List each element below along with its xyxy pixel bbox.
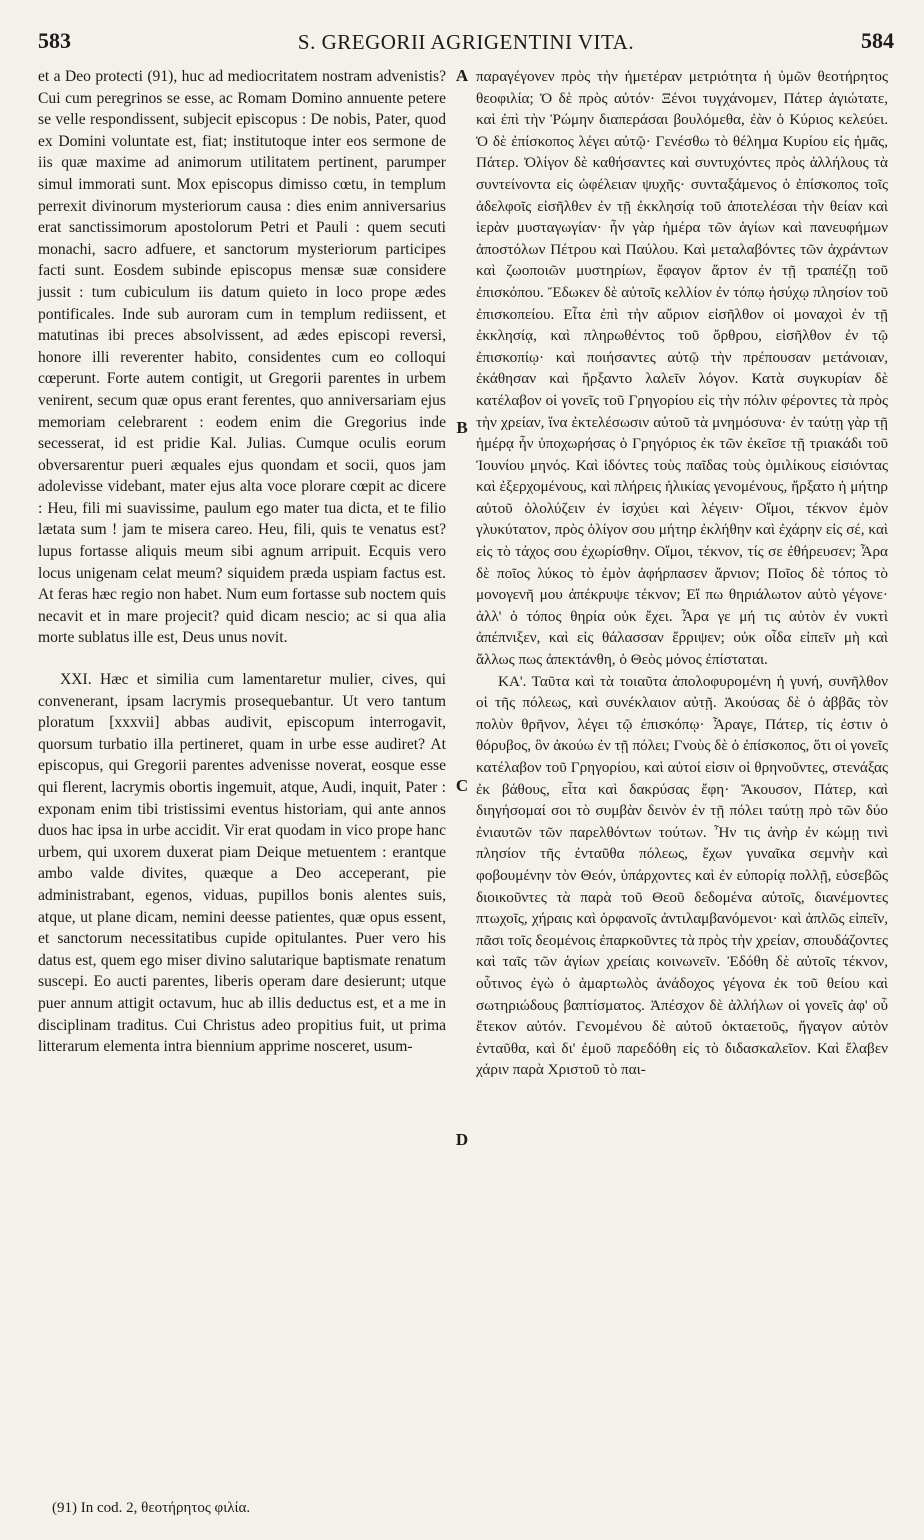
page-number-left: 583 [38, 28, 71, 53]
section-marker-b: B [456, 418, 468, 437]
running-title: S. GREGORII AGRIGENTINI VITA. [297, 30, 635, 54]
latin-paragraph-2: XXI. Hæc et similia cum lamentaretur mulier, cives, qui convenerant, ipsam lacrymis prosequebantur. Ut vero tantum ploratum [xxxvii] abbas audivit, episcopum interrogavit, quorsum turbatio illa pertineret, quam in urbe esse audiret? At episcopus, qui Gregorii parentes advenisse noverat, eosque esse qui flerent, lacrymis obortis ingemuit, atque, Audi, inquit, Pater : exponam enim tibi tristissimi eventus historiam, qui ante annos duos hac ipsa in urbe accidit. Vir erat quodam in vico prope hanc urbem, qui uxorem duxerat piam Deique metuentem : erantque ambo valde divites, quæque a Deo acceperant, pie administrabant, egenos, viduas, pupillos bonis alentes suis, atque, ut plane dicam, nemini deesse patientes, quæ opus essent, et sanctorum necessitatibus cupide opitulantes. Puer vero his datus est, quem ego miser divino salutarique baptismate renatum suscepi. Eo aucti parentes, liberis operam dare desierunt; utque puer annum attigit octavum, huc ab illis deductus est, et a me in disciplinam traditus. Cui Christus adeo propitius fuit, ut prima litterarum elementa intra biennium apprime nosceret, usum- [38, 671, 446, 1056]
section-marker-c: C [455, 776, 469, 795]
page-header [38, 28, 894, 58]
latin-column [38, 66, 446, 1058]
section-marker-a: A [455, 66, 469, 85]
footnote: (91) In cod. 2, θεοτήρητος φιλία. [52, 1500, 251, 1516]
greek-column [476, 66, 888, 1081]
greek-paragraph-1: παραγέγονεν πρὸς τὴν ἡμετέραν μετριότητα ἡ ὑμῶν θεοτήρητος θεοφιλία; Ὁ δὲ πρὸς αὐτόν· Ξένοι τυγχάνομεν, Πάτερ ἁγιώτατε, καὶ ἐπὶ τὴν Ῥώμην διαπεράσαι βουλόμεθα, ἐὰν ὁ Κύριος κελεύει. Ὁ δὲ ἐπίσκοπος λέγει αὐτῷ· Γενέσθω τὸ θέλημα Κυρίου εἰς ἡμᾶς, Πάτερ. Ὀλίγον δὲ καθήσαντες καὶ συντυχόντες πρὸς ἀλλήλους τὰ συντείνοντα εἰς ὠφέλειαν ψυχῆς· συνταξάμενος ὁ ἐπίσκοπος τοῖς ἀδελφοῖς εἰσῆλθεν ἐν τῇ ἐκκλησίᾳ τοῦ ἀποτελέσαι τὴν θείαν καὶ ἱερὰν μυσταγωγίαν· ἦν γὰρ ἡμέρα τῶν ἁγίων καὶ πανευφήμων ἀποστόλων Πέτρου καὶ Παύλου. Καὶ μεταλαβόντες τῶν ἀχράντων καὶ ζωοποιῶν μυστηρίων, ἔφαγον ἄρτον ἐν τῇ τραπέζῃ τοῦ ἐπισκόπου. Ἔδωκεν δὲ αὐτοῖς κελλίον ἐν τόπῳ ἡσύχῳ πλησίον τοῦ ἐπισκοπείου. Εἶτα ἐπὶ τὴν αὔριον εἰσῆλθον οἱ μοναχοὶ ἐν τῇ ἐκκλησίᾳ, καὶ πληρωθέντος τοῦ ὄρθρου, εἰσῆλθον ἐν τῷ ἐπισκοπίῳ· καὶ ποιήσαντες αὐτῷ τὴν πρέπουσαν μετάνοιαν, ἐκάθησαν καὶ ἤρξαντο λαλεῖν λόγον. Κατὰ συγκυρίαν δὲ κατέλαβον οἱ γονεῖς τοῦ Γρηγορίου εἰς τὴν πόλιν φέροντες τὰ πρὸς τὴν χρείαν, ἵνα ἐκτελέσωσιν αὐτοῦ τὰ μνημόσυνα· ἐν ταύτῃ γὰρ τῇ ἡμέρᾳ ἦν ὑποχωρήσας ὁ Γρηγόριος ἐκ τῶν ἐκεῖσε τῇ τριακάδι τοῦ Ἰουνίου μηνός. Καὶ ἰδόντες τοὺς παῖδας τοὺς ὁμιλίκους εἰσιόντας καὶ ἐξερχομένους, καὶ πλήρεις ἡλικίας γενομένους, ἤρξατο ἡ μήτηρ αὐτοῦ ὀλολύζειν ἐν ἰσχύει καὶ λέγειν· Οἴμοι, τέκνον ἐμὸν γλυκύτατον, πρὸς ὀλίγον σου μήτηρ ἐκλήθην καὶ ἐχάρην εἰς σέ, καὶ εἰς τὸ τάχος σου ἐχωρίσθην. Οἴμοι, τέκνον, τίς σε ἐθήρευσεν; Ἆρα δὲ ποῖος λύκος τὸ ἐμὸν ἀφήρπασεν ἄρνιον; Ποῖος δὲ τόπος τὸ μονογενῆ μου ἀπέκρυψε τέκνον; Εἴ πω θηριάλωτον αὐτὸ γέγονε· ἀλλ' ὁ τόπος θηρία οὐκ ἔχει. Ἆρα γε μή τις αὐτὸν ἐν νυκτὶ ἀπέπνιξεν, καὶ εἰς θάλασσαν ἔρριψεν; οὐκ οἶδα εἰπεῖν μὴ καὶ ἄλλως πως ἀπεκτάνθη, ὁ Θεὸς μόνος ἐπίσταται. [476, 68, 888, 669]
latin-paragraph-1: et a Deo protecti (91), huc ad mediocritatem nostram advenistis? Cui cum peregrinos se esse, ac Romam Domino annuente petere se velle respondissent, subjecit episcopus : De nobis, Pater, quod ex Domini voluntate est, fiat; institutoque inter eos sermone de iis quæ maxime ad animorum utilitatem pertinent, parumper simul immorati sunt. Mox episcopus dimisso cœtu, in templum perrexit divinorum mysteriorum causa : dies enim anniversarius erat sanctissimorum apostolorum Petri et Pauli : quem secuti monachi, sacro adfuere, et sanctorum mysteriorum participes facti sunt. Eosdem subinde episcopus mensæ suæ considere jussit : tum cubiculum iis datum quieto in loco prope ædes pontificales. Inde sub auroram cum in templum rediissent, et matutinas ibi preces absolvissent, ad ædes episcopi reversi, honore illi reverenter habito, considentes cum eo colloqui cœperunt. Forte autem contigit, ut Gregorii parentes in urbem venirent, secum quæ opus erant ferentes, quo anniversariam ejus memoriam celebrarent : eodem enim die Gregorius inde secesserat, id est pridie Kal. Julias. Cumque oculis eorum obversarentur pueri æquales ejus quondam et socii, quos jam adolevisse videbant, mater ejus alta voce plorare cœpit ac dicere : Heu, fili mi suavissime, paulum ego mater tua dicta, et te filio lætata sum ! jam te misera careo. Heu, fili, quis te venatus est? lupus fortasse aliquis meum sibi agnum arripuit. Ecquis vero locus unigenam celat meum? siquidem præda uspiam factus est. At feras hæc regio non habet. Num eum fortasse sub noctem quis necavit et in mare projecit? quid dicam nescio; ac si qua alia morte sublatus ille est, Deus unus novit. [38, 68, 446, 647]
section-marker-d: D [455, 1130, 469, 1149]
page-number-right: 584 [861, 28, 894, 53]
greek-paragraph-2: ΚΑ'. Ταῦτα καὶ τὰ τοιαῦτα ἀπολοφυρομένη ἡ γυνή, συνῆλθον οἱ τῆς πόλεως, καὶ συνέκλαιον αὐτῇ. Ἀκούσας δὲ ὁ ἀββᾶς τὸν πολὺν θρῆνον, λέγει τῷ ἐπισκόπῳ· Ἆραγε, Πάτερ, τίς ἐστιν ὁ θόρυβος, ὃν ἀκούω ἐν τῇ πόλει; Γνοὺς δὲ ὁ ἐπίσκοπος, ὅτι οἱ γονεῖς κατέλαβον τοῦ Γρηγορίου, καὶ αὐτοί εἰσιν οἱ θρηνοῦντες, στενάξας ἐκ βάθους, εἶτα καὶ δακρύσας ἔφη· Ἄκουσον, Πάτερ, καὶ διηγήσομαί σοι τὸ συμβὰν δεινὸν ἐν τῇ πόλει ταύτῃ πρὸ τῶν δύο ἐνιαυτῶν τῶν παρελθόντων τούτων. Ἦν τις ἀνὴρ ἐν κώμῃ τινὶ πλησίον τῆς ἐνταῦθα πόλεως, ἔχων γυναῖκα σεμνὴν καὶ φοβουμένην τὸν Θεόν, ὑπάρχοντες καὶ ἐν εὐπορίᾳ πολλῇ, εὐσεβῶς διοικοῦντες τὰ παρὰ τοῦ Θεοῦ δεδομένα αὐτοῖς, διανέμοντες πτωχοῖς, χήραις καὶ ὀρφανοῖς ἀντιλαμβανόμενοι· καὶ ἁπλῶς εἰπεῖν, πᾶσι τοῖς δεομένοις ἐπαρκοῦντες τὰ πρὸς τὴν χρείαν, σπουδάζοντες καὶ ταῖς τῶν ἁγίων χρείαις κοινωνεῖν. Ἐδόθη δὲ αὐτοῖς τέκνον, οὗτινος ἐγὼ ὁ ἁμαρτωλὸς ἀνάδοχος γέγονα ἐκ τοῦ θείου καὶ σωτηριώδους βαπτίσματος. Ἀπέσχον δὲ ἀλλήλων οἱ γονεῖς ἀφ' οὗ ἔτεκον αὐτόν. Γενομένου δὲ αὐτοῦ ὀκταετοῦς, ἤγαγον αὐτὸν ἐνταῦθα, καὶ δι' ἐμοῦ παρεδόθη εἰς τὸ διδασκαλεῖον. Καὶ ἔλαβεν χάριν παρὰ Χριστοῦ τὸ παι- [476, 672, 888, 1079]
